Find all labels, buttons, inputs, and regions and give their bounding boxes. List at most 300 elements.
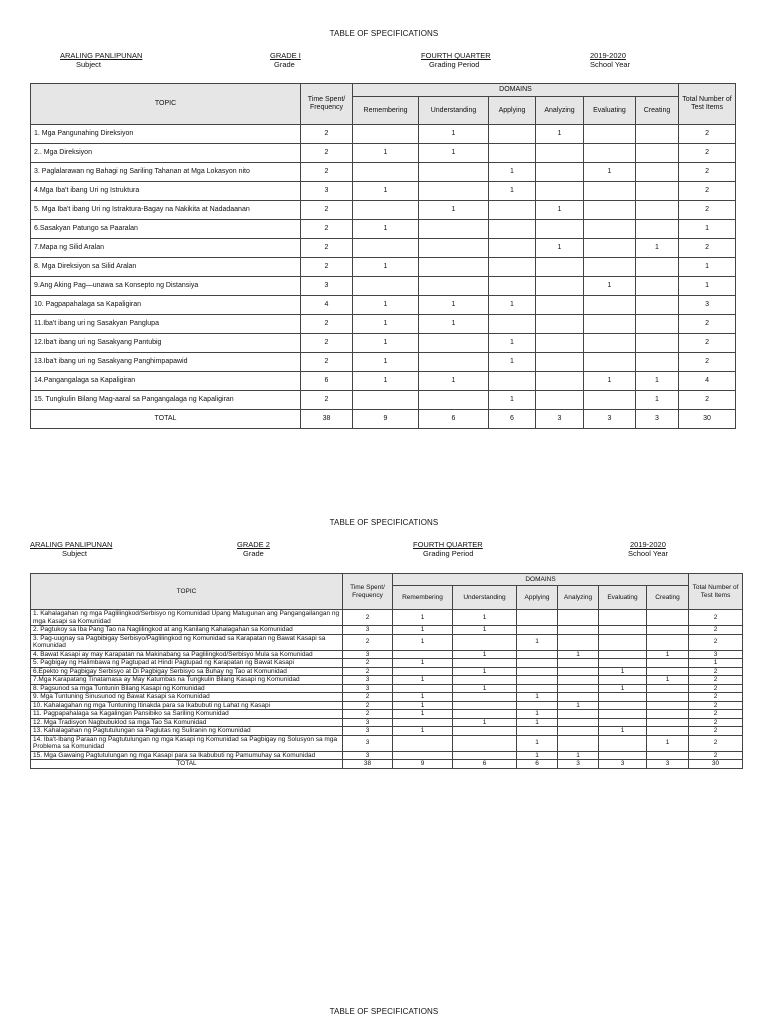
analyzing-cell: 1 <box>558 650 599 659</box>
table-row <box>31 182 736 201</box>
understanding-cell: 1 <box>419 201 489 220</box>
evaluating-cell <box>599 751 647 760</box>
evaluating-cell: 1 <box>599 667 647 676</box>
analyzing-cell <box>536 391 584 410</box>
evaluating-cell <box>599 626 647 635</box>
topic-cell: 12.Iba't ibang uri ng Sasakyang Pantubig <box>31 334 301 353</box>
table-row <box>31 676 743 685</box>
table-row <box>31 353 736 372</box>
evaluating-cell <box>584 125 636 144</box>
understanding-cell <box>453 710 517 719</box>
total-applying: 6 <box>489 410 536 429</box>
total-understanding: 6 <box>453 760 517 769</box>
table-row <box>31 201 736 220</box>
applying-cell <box>517 676 558 685</box>
understanding-cell: 1 <box>419 296 489 315</box>
total-items-cell: 4 <box>679 372 736 391</box>
header-total: Total Number of Test Items <box>679 84 736 125</box>
total-time: 38 <box>301 410 353 429</box>
table-row <box>31 667 743 676</box>
creating-cell: 1 <box>647 735 689 751</box>
understanding-cell: 1 <box>419 144 489 163</box>
topic-cell: 12. Mga Tradisyon Nagbubuklod sa mga Tao Sa Komunidad <box>31 718 343 727</box>
total-items-cell: 2 <box>679 353 736 372</box>
total-remembering: 9 <box>393 760 453 769</box>
creating-cell <box>647 659 689 668</box>
evaluating-cell <box>599 735 647 751</box>
time-cell: 2 <box>301 334 353 353</box>
remembering-cell: 1 <box>393 626 453 635</box>
analyzing-cell: 1 <box>558 751 599 760</box>
topic-cell: 1. Mga Pangunahing Direksiyon <box>31 125 301 144</box>
understanding-cell <box>419 353 489 372</box>
analyzing-cell <box>536 258 584 277</box>
understanding-cell <box>419 258 489 277</box>
applying-cell <box>489 315 536 334</box>
subject-value: ARALING PANLIPUNAN <box>60 51 143 60</box>
analyzing-cell <box>558 610 599 626</box>
time-cell: 2 <box>301 144 353 163</box>
evaluating-cell <box>599 634 647 650</box>
applying-cell <box>489 258 536 277</box>
remembering-cell: 1 <box>353 182 419 201</box>
remembering-cell: 1 <box>353 334 419 353</box>
applying-cell: 1 <box>489 391 536 410</box>
total-items-cell: 2 <box>689 610 743 626</box>
time-cell: 3 <box>343 684 393 693</box>
remembering-cell: 1 <box>393 634 453 650</box>
understanding-cell: 1 <box>419 125 489 144</box>
total-items-cell: 2 <box>679 391 736 410</box>
applying-cell <box>489 220 536 239</box>
analyzing-cell <box>536 353 584 372</box>
table-row <box>31 372 736 391</box>
applying-cell <box>517 701 558 710</box>
header-analyzing: Analyzing <box>558 586 599 610</box>
analyzing-cell <box>558 659 599 668</box>
remembering-cell: 1 <box>393 659 453 668</box>
creating-cell: 1 <box>647 676 689 685</box>
evaluating-cell <box>584 391 636 410</box>
total-creating: 3 <box>636 410 679 429</box>
evaluating-cell <box>584 182 636 201</box>
total-items-cell: 2 <box>689 751 743 760</box>
total-remembering: 9 <box>353 410 419 429</box>
time-cell: 3 <box>343 626 393 635</box>
table-row <box>31 296 736 315</box>
understanding-cell <box>419 334 489 353</box>
header-understanding: Understanding <box>419 97 489 125</box>
grade-field-1 <box>270 51 301 69</box>
total-items-cell: 2 <box>689 626 743 635</box>
creating-cell <box>636 258 679 277</box>
applying-cell: 1 <box>489 296 536 315</box>
remembering-cell <box>353 239 419 258</box>
subject-field-1 <box>60 51 142 69</box>
analyzing-cell <box>558 710 599 719</box>
creating-cell <box>636 144 679 163</box>
creating-cell <box>636 163 679 182</box>
analyzing-cell <box>558 676 599 685</box>
analyzing-cell <box>536 163 584 182</box>
creating-cell <box>636 277 679 296</box>
remembering-cell <box>393 667 453 676</box>
creating-cell <box>636 353 679 372</box>
understanding-cell <box>419 182 489 201</box>
topic-cell: 4. Bawat Kasapi ay may Karapatan na Makinabang sa Paglilingkod/Serbisyo Mula sa Komunidad <box>31 650 343 659</box>
understanding-cell <box>453 693 517 702</box>
applying-cell: 1 <box>517 693 558 702</box>
analyzing-cell: 1 <box>536 239 584 258</box>
time-cell: 2 <box>301 163 353 182</box>
header-creating: Creating <box>647 586 689 610</box>
remembering-cell <box>353 277 419 296</box>
remembering-cell: 1 <box>393 727 453 736</box>
topic-cell: 7.Mga Karapatang Tinatamasa ay May Katumbas na Tungkulin Bilang Kasapi ng Komunidad <box>31 676 343 685</box>
table-row <box>31 610 743 626</box>
table-row <box>31 277 736 296</box>
applying-cell: 1 <box>517 634 558 650</box>
analyzing-cell <box>558 667 599 676</box>
total-items-cell: 2 <box>689 710 743 719</box>
total-time: 38 <box>343 760 393 769</box>
header-domains: DOMAINS <box>393 574 689 586</box>
evaluating-cell <box>599 693 647 702</box>
header-applying: Applying <box>489 97 536 125</box>
topic-cell: 8. Pagsunod sa mga Tuntunin Bilang Kasapi ng Komunidad <box>31 684 343 693</box>
table-row <box>31 735 743 751</box>
evaluating-cell <box>584 353 636 372</box>
total-items-cell: 2 <box>689 684 743 693</box>
evaluating-cell <box>584 220 636 239</box>
time-cell: 2 <box>301 220 353 239</box>
evaluating-cell <box>584 315 636 334</box>
applying-cell <box>489 239 536 258</box>
applying-cell <box>489 201 536 220</box>
evaluating-cell <box>584 258 636 277</box>
understanding-cell <box>419 239 489 258</box>
remembering-cell: 1 <box>353 144 419 163</box>
remembering-cell <box>393 751 453 760</box>
time-cell: 3 <box>301 277 353 296</box>
year-field-2 <box>628 540 668 558</box>
creating-cell <box>647 710 689 719</box>
understanding-cell <box>419 163 489 182</box>
evaluating-cell <box>584 239 636 258</box>
table-row <box>31 693 743 702</box>
analyzing-cell <box>536 315 584 334</box>
evaluating-cell: 1 <box>584 277 636 296</box>
time-cell: 2 <box>343 710 393 719</box>
total-items-cell: 2 <box>679 125 736 144</box>
evaluating-cell <box>584 144 636 163</box>
applying-cell: 1 <box>517 735 558 751</box>
grade-label: Grade <box>274 60 295 69</box>
understanding-cell <box>453 751 517 760</box>
analyzing-cell <box>536 144 584 163</box>
evaluating-cell <box>584 296 636 315</box>
topic-cell: 3. Pag-uugnay sa Pagbibigay Serbisyo/Paglilingkod ng Komunidad sa Karapatan ng Bawat Kasapi sa Komunidad <box>31 634 343 650</box>
understanding-cell: 1 <box>453 610 517 626</box>
topic-cell: 5. Pagbigay ng Halimbawa ng Pagtupad at Hindi Pagtupad ng Karapatan ng Bawat Kasapi <box>31 659 343 668</box>
header-applying: Applying <box>517 586 558 610</box>
evaluating-cell <box>584 201 636 220</box>
applying-cell: 1 <box>489 334 536 353</box>
topic-cell: 14. Iba't-Ibang Paraan ng Pagtutulungan ng mga Kasapi ng Komunidad sa Pagbigay ng Solusyon sa mga Problema sa Komunidad <box>31 735 343 751</box>
period-label: Grading Period <box>429 60 480 69</box>
topic-cell: 14.Pangangalaga sa Kapaligiran <box>31 372 301 391</box>
analyzing-cell: 1 <box>536 201 584 220</box>
understanding-cell: 1 <box>453 684 517 693</box>
total-row <box>31 760 743 769</box>
creating-cell <box>647 718 689 727</box>
topic-cell: 11.Iba't ibang uri ng Sasakyan Panglupa <box>31 315 301 334</box>
header-domains: DOMAINS <box>353 84 679 97</box>
understanding-cell <box>419 220 489 239</box>
applying-cell: 1 <box>517 751 558 760</box>
header-total: Total Number of Test Items <box>689 574 743 610</box>
evaluating-cell <box>599 659 647 668</box>
creating-cell <box>636 220 679 239</box>
year-label: School Year <box>590 60 631 69</box>
applying-cell: 1 <box>489 163 536 182</box>
applying-cell: 1 <box>517 710 558 719</box>
analyzing-cell <box>558 684 599 693</box>
remembering-cell <box>353 201 419 220</box>
total-items-cell: 2 <box>679 144 736 163</box>
applying-cell <box>517 659 558 668</box>
total-items-cell: 1 <box>679 258 736 277</box>
understanding-cell <box>453 727 517 736</box>
understanding-cell: 1 <box>419 315 489 334</box>
total-label: TOTAL <box>31 410 301 429</box>
evaluating-cell <box>599 718 647 727</box>
remembering-cell: 1 <box>353 220 419 239</box>
table-row <box>31 751 743 760</box>
header-analyzing: Analyzing <box>536 97 584 125</box>
analyzing-cell <box>536 182 584 201</box>
analyzing-cell <box>536 372 584 391</box>
table-row <box>31 220 736 239</box>
period-value: FOURTH QUARTER <box>421 51 491 60</box>
remembering-cell: 1 <box>353 353 419 372</box>
analyzing-cell <box>536 296 584 315</box>
time-cell: 6 <box>301 372 353 391</box>
time-cell: 2 <box>343 667 393 676</box>
understanding-cell <box>453 735 517 751</box>
total-analyzing: 3 <box>536 410 584 429</box>
applying-cell <box>489 144 536 163</box>
analyzing-cell <box>536 334 584 353</box>
creating-cell <box>636 182 679 201</box>
creating-cell <box>647 667 689 676</box>
remembering-cell <box>393 735 453 751</box>
total-evaluating: 3 <box>599 760 647 769</box>
topic-cell: 9.Ang Aking Pag—unawa sa Konsepto ng Distansiya <box>31 277 301 296</box>
total-items-cell: 2 <box>689 693 743 702</box>
creating-cell <box>647 701 689 710</box>
tos-title-3: TABLE OF SPECIFICATIONS <box>329 1007 439 1016</box>
total-items-cell: 2 <box>689 735 743 751</box>
total-items-cell: 3 <box>689 650 743 659</box>
creating-cell: 1 <box>636 239 679 258</box>
creating-cell <box>647 727 689 736</box>
remembering-cell: 1 <box>353 296 419 315</box>
creating-cell <box>647 610 689 626</box>
header-understanding: Understanding <box>453 586 517 610</box>
topic-cell: 10. Pagpapahalaga sa Kapaligiran <box>31 296 301 315</box>
total-creating: 3 <box>647 760 689 769</box>
analyzing-cell: 1 <box>558 701 599 710</box>
remembering-cell: 1 <box>393 693 453 702</box>
understanding-cell <box>453 676 517 685</box>
total-items-cell: 2 <box>679 182 736 201</box>
creating-cell <box>636 296 679 315</box>
understanding-cell: 1 <box>453 667 517 676</box>
table-body-2 <box>31 610 743 760</box>
analyzing-cell <box>558 626 599 635</box>
table-row <box>31 391 736 410</box>
time-cell: 2 <box>343 634 393 650</box>
table-row <box>31 258 736 277</box>
period-value: FOURTH QUARTER <box>413 540 483 549</box>
topic-cell: 4.Mga Iba't ibang Uri ng Istruktura <box>31 182 301 201</box>
creating-cell: 1 <box>636 391 679 410</box>
period-field-2 <box>413 540 483 558</box>
analyzing-cell <box>558 718 599 727</box>
analyzing-cell <box>558 727 599 736</box>
specification-table-2 <box>30 573 743 769</box>
analyzing-cell <box>536 220 584 239</box>
evaluating-cell: 1 <box>599 727 647 736</box>
header-evaluating: Evaluating <box>584 97 636 125</box>
table-row <box>31 144 736 163</box>
tos-title-1: TABLE OF SPECIFICATIONS <box>329 29 439 38</box>
grade-value: GRADE I <box>270 51 301 60</box>
applying-cell <box>489 277 536 296</box>
topic-cell: 13. Kahalagahan ng Pagtutulungan sa Paglutas ng Suliranin ng Komunidad <box>31 727 343 736</box>
time-cell: 2 <box>301 391 353 410</box>
evaluating-cell <box>599 710 647 719</box>
time-cell: 2 <box>301 201 353 220</box>
year-field-1 <box>590 51 630 69</box>
topic-cell: 15. Tungkulin Bilang Mag-aaral sa Pangangalaga ng Kapaligiran <box>31 391 301 410</box>
table-row <box>31 334 736 353</box>
period-label: Grading Period <box>423 549 474 558</box>
evaluating-cell: 1 <box>599 684 647 693</box>
grade-label: Grade <box>243 549 264 558</box>
topic-cell: 3. Paglalarawan ng Bahagi ng Sariling Tahanan at Mga Lokasyon nito <box>31 163 301 182</box>
table-row <box>31 718 743 727</box>
table-row <box>31 684 743 693</box>
analyzing-cell <box>558 693 599 702</box>
topic-cell: 10. Kahalagahan ng mga Tuntuning Itinakda para sa Ikabubuti ng Lahat ng Kasapi <box>31 701 343 710</box>
understanding-cell <box>419 277 489 296</box>
evaluating-cell: 1 <box>584 372 636 391</box>
time-cell: 2 <box>301 315 353 334</box>
topic-cell: 15. Mga Gawaing Pagtutulungan ng mga Kasapi para sa Ikabubuti ng Pamumuhay sa Komunidad <box>31 751 343 760</box>
time-cell: 4 <box>301 296 353 315</box>
analyzing-cell <box>558 735 599 751</box>
total-items-cell: 1 <box>689 659 743 668</box>
header-topic: TOPIC <box>31 574 343 610</box>
topic-cell: 6.Epekto ng Pagbigay Serbisyo at Di Pagbigay Serbisyo sa Buhay ng Tao at Komunidad <box>31 667 343 676</box>
applying-cell <box>489 125 536 144</box>
table-row <box>31 125 736 144</box>
time-cell: 2 <box>343 610 393 626</box>
year-value: 2019-2020 <box>630 540 666 549</box>
analyzing-cell <box>536 277 584 296</box>
header-remembering: Remembering <box>393 586 453 610</box>
creating-cell: 1 <box>647 650 689 659</box>
applying-cell <box>517 684 558 693</box>
evaluating-cell <box>599 676 647 685</box>
evaluating-cell <box>599 610 647 626</box>
time-cell: 3 <box>343 676 393 685</box>
remembering-cell: 1 <box>393 701 453 710</box>
table-row <box>31 650 743 659</box>
table-row <box>31 239 736 258</box>
creating-cell <box>647 693 689 702</box>
creating-cell <box>647 751 689 760</box>
header-evaluating: Evaluating <box>599 586 647 610</box>
creating-cell <box>647 626 689 635</box>
total-items-cell: 2 <box>689 667 743 676</box>
applying-cell <box>517 667 558 676</box>
total-applying: 6 <box>517 760 558 769</box>
total-items-cell: 1 <box>679 220 736 239</box>
topic-cell: 11. Pagpapahalaga sa Kagalingan Pansibiko sa Sariling Komunidad <box>31 710 343 719</box>
remembering-cell <box>353 391 419 410</box>
understanding-cell: 1 <box>453 718 517 727</box>
header-remembering: Remembering <box>353 97 419 125</box>
time-cell: 3 <box>343 735 393 751</box>
evaluating-cell: 1 <box>584 163 636 182</box>
applying-cell <box>517 610 558 626</box>
total-understanding: 6 <box>419 410 489 429</box>
subject-label: Subject <box>76 60 102 69</box>
time-cell: 2 <box>343 693 393 702</box>
time-cell: 2 <box>301 239 353 258</box>
remembering-cell: 1 <box>353 258 419 277</box>
total-items-cell: 2 <box>689 676 743 685</box>
remembering-cell: 1 <box>353 372 419 391</box>
subject-field-2 <box>30 540 112 558</box>
total-items-cell: 2 <box>679 315 736 334</box>
remembering-cell: 1 <box>393 610 453 626</box>
evaluating-cell <box>584 334 636 353</box>
table-row <box>31 710 743 719</box>
topic-cell: 2.. Mga Direksiyon <box>31 144 301 163</box>
remembering-cell: 1 <box>353 315 419 334</box>
topic-cell: 1. Kahalagahan ng mga Paglilingkod/Serbisyo ng Komunidad Upang Matugunan ang Pangangailangan ng mga Kasapi sa Komunidad <box>31 610 343 626</box>
table-row <box>31 659 743 668</box>
topic-cell: 13.Iba't ibang uri ng Sasakyang Panghimpapawid <box>31 353 301 372</box>
header-time: Time Spent/ Frequency <box>301 84 353 125</box>
table-row <box>31 315 736 334</box>
topic-cell: 6.Sasakyan Patungo sa Paaralan <box>31 220 301 239</box>
header-creating: Creating <box>636 97 679 125</box>
topic-cell: 2. Pagtukoy sa Iba Pang Tao na Naglilingkod at ang Kanilang Kahalagahan sa Komunidad <box>31 626 343 635</box>
applying-cell <box>517 626 558 635</box>
understanding-cell <box>453 659 517 668</box>
topic-cell: 8. Mga Direksiyon sa Silid Aralan <box>31 258 301 277</box>
header-topic: TOPIC <box>31 84 301 125</box>
table-row <box>31 626 743 635</box>
applying-cell <box>517 650 558 659</box>
time-cell: 2 <box>301 353 353 372</box>
total-items-cell: 2 <box>679 239 736 258</box>
